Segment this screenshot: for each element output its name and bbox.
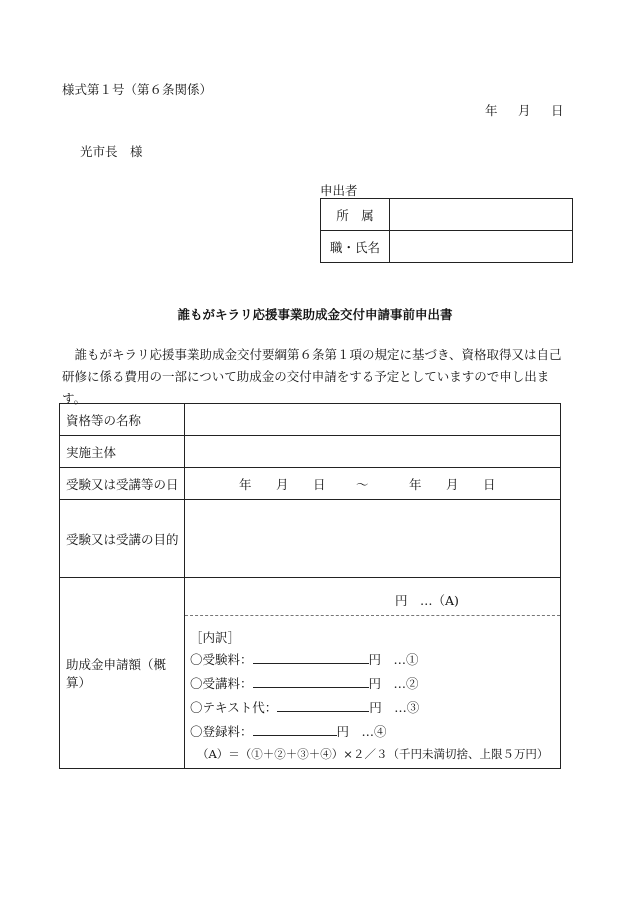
breakdown-item (190, 722, 387, 740)
end-month: 月 (446, 476, 459, 492)
qualification-label: 資格等の名称 (60, 404, 185, 436)
affiliation-field[interactable] (390, 199, 573, 231)
breakdown-item (190, 650, 419, 668)
addressee: 光市長 様 (80, 144, 143, 159)
organizer-label: 実施主体 (60, 436, 185, 468)
amount-total-row[interactable] (185, 578, 560, 616)
table-row (60, 500, 561, 578)
exam-fee-label: 〇受験料： (190, 652, 253, 667)
end-day: 日 (483, 476, 496, 492)
date-line (485, 101, 564, 119)
calculation-formula: （A）＝（①＋②＋③＋④）×２／３（千円未満切捨、上限５万円） (197, 747, 549, 761)
amount-label: 助成金申請額（概算） (60, 578, 185, 769)
amount-total: 円 …（A) (395, 593, 459, 608)
date-month: 月 (518, 103, 531, 118)
breakdown-item (190, 698, 419, 716)
breakdown-label: ［内訳］ (190, 630, 241, 645)
document-title: 誰もがキラリ応援事業助成金交付申請事前申出書 (177, 307, 453, 322)
registration-fee-input[interactable] (253, 722, 337, 736)
start-day: 日 (313, 476, 326, 492)
table-row (60, 468, 561, 500)
application-table (59, 403, 561, 769)
table-row (60, 404, 561, 436)
intro-paragraph: 誰もがキラリ応援事業助成金交付要綱第６条第１項の規定に基づき、資格取得又は自己研修に係る費用の一部について助成金の交付申請をする予定としていますので申し出ます。 (62, 347, 562, 406)
table-row (60, 436, 561, 468)
textbook-fee-label: 〇テキスト代： (190, 700, 278, 715)
textbook-fee-input[interactable] (277, 698, 369, 712)
form-number: 様式第１号（第６条関係） (62, 82, 213, 97)
position-name-field[interactable] (390, 231, 573, 263)
purpose-label: 受験又は受講の目的 (60, 500, 185, 578)
applicant-label: 申出者 (320, 183, 358, 198)
range-separator: ～ (356, 476, 369, 492)
table-row (60, 578, 561, 769)
affiliation-label: 所 属 (321, 199, 390, 231)
end-year: 年 (409, 476, 422, 492)
qualification-field[interactable] (185, 404, 561, 436)
course-fee-input[interactable] (253, 674, 369, 688)
course-fee-suffix: 円 …② (368, 676, 419, 691)
registration-fee-suffix: 円 …④ (336, 724, 387, 739)
exam-fee-input[interactable] (253, 650, 369, 664)
start-month: 月 (276, 476, 289, 492)
start-year: 年 (239, 476, 252, 492)
exam-fee-suffix: 円 …① (368, 652, 419, 667)
breakdown-item (190, 674, 419, 692)
date-year: 年 (485, 103, 498, 118)
textbook-fee-suffix: 円 …③ (369, 700, 420, 715)
course-fee-label: 〇受講料： (190, 676, 253, 691)
registration-fee-label: 〇登録料： (190, 724, 253, 739)
organizer-field[interactable] (185, 436, 561, 468)
applicant-table (320, 198, 573, 263)
exam-date-label: 受験又は受講等の日 (60, 468, 185, 500)
date-day: 日 (551, 103, 564, 118)
purpose-field[interactable] (185, 500, 561, 578)
amount-cell (185, 578, 561, 769)
exam-date-field[interactable] (185, 468, 561, 500)
position-name-label: 職・氏名 (321, 231, 390, 263)
